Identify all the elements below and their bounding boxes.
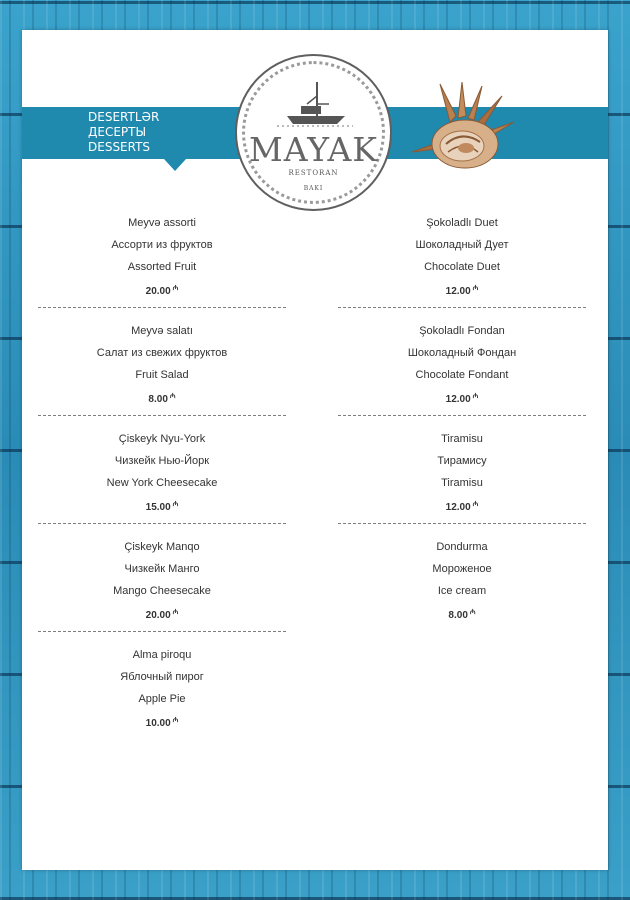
item-name-az: Meyvə salatı (131, 325, 193, 337)
seashell-image (410, 82, 520, 176)
banner-pointer (164, 159, 186, 171)
menu-item (338, 320, 586, 428)
menu-page (22, 30, 608, 870)
menu-item (38, 212, 286, 320)
item-name-en: Apple Pie (138, 693, 186, 705)
item-name-ru: Ассорти из фруктов (111, 239, 213, 251)
item-name-az: Çiskeyk Nyu-York (118, 433, 206, 445)
section-title-en: DESSERTS (88, 140, 151, 154)
item-price: 20.00 ₼ (145, 609, 179, 621)
manat-icon: ₼ (472, 501, 479, 508)
section-title-ru: ДЕСЕРТЫ (88, 125, 147, 139)
item-name-en: Mango Cheesecake (113, 585, 211, 597)
divider (38, 415, 286, 416)
menu-item (338, 536, 586, 644)
item-name-ru: Чизкейк Нью-Йорк (114, 455, 210, 467)
section-title-az: DESERTLƏR (88, 110, 160, 124)
divider (38, 523, 286, 524)
item-name-en: New York Cheesecake (106, 477, 218, 489)
item-name-ru: Яблочный пирог (120, 671, 204, 683)
item-price: 12.00 ₼ (445, 285, 479, 297)
item-price: 20.00 ₼ (145, 285, 179, 297)
divider (38, 307, 286, 308)
item-price: 12.00 ₼ (445, 393, 479, 405)
item-name-az: Dondurma (436, 541, 488, 553)
menu-item (38, 536, 286, 644)
logo-city: BAKI (303, 185, 324, 192)
item-price: 15.00 ₼ (145, 501, 179, 513)
item-name-az: Alma piroqu (132, 649, 192, 661)
logo-name: MAYAK (249, 130, 378, 169)
logo-subtitle: RESTORAN (288, 169, 339, 177)
menu-item (38, 644, 286, 752)
item-name-ru: Шоколадный Фондан (407, 347, 517, 359)
menu-item (38, 320, 286, 428)
boat-icon (275, 80, 355, 132)
item-name-en: Ice cream (437, 585, 487, 597)
item-name-en: Tiramisu (441, 477, 483, 489)
item-name-ru: Чизкейк Манго (124, 563, 200, 575)
restaurant-logo (235, 54, 392, 211)
item-name-ru: Тирамису (437, 455, 487, 467)
manat-icon: ₼ (172, 285, 179, 292)
item-name-ru: Шоколадный Дует (415, 239, 509, 251)
menu-item (38, 428, 286, 536)
divider (38, 631, 286, 632)
item-name-ru: Мороженое (432, 563, 492, 575)
manat-icon: ₼ (169, 393, 176, 400)
manat-icon: ₼ (472, 393, 479, 400)
item-name-az: Şokoladlı Fondan (419, 325, 505, 337)
divider (338, 307, 586, 308)
manat-icon: ₼ (172, 717, 179, 724)
divider (338, 523, 586, 524)
item-price: 12.00 ₼ (445, 501, 479, 513)
item-name-en: Chocolate Duet (424, 261, 500, 273)
manat-icon: ₼ (172, 609, 179, 616)
item-name-az: Çiskeyk Manqo (124, 541, 200, 553)
item-name-az: Şokoladlı Duet (426, 217, 498, 229)
menu-item (338, 212, 586, 320)
section-title (88, 110, 208, 155)
manat-icon: ₼ (472, 285, 479, 292)
item-name-ru: Салат из свежих фруктов (96, 347, 228, 359)
manat-icon: ₼ (469, 609, 476, 616)
menu-item (338, 428, 586, 536)
manat-icon: ₼ (172, 501, 179, 508)
item-name-az: Tiramisu (441, 433, 483, 445)
menu-column-left (38, 212, 286, 752)
item-name-en: Chocolate Fondant (415, 369, 509, 381)
item-name-az: Meyvə assorti (128, 217, 196, 229)
menu-column-right (338, 212, 586, 644)
item-price: 8.00 ₼ (448, 609, 476, 621)
item-price: 8.00 ₼ (148, 393, 176, 405)
item-price: 10.00 ₼ (145, 717, 179, 729)
item-name-en: Fruit Salad (135, 369, 189, 381)
item-name-en: Assorted Fruit (127, 261, 197, 273)
divider (338, 415, 586, 416)
